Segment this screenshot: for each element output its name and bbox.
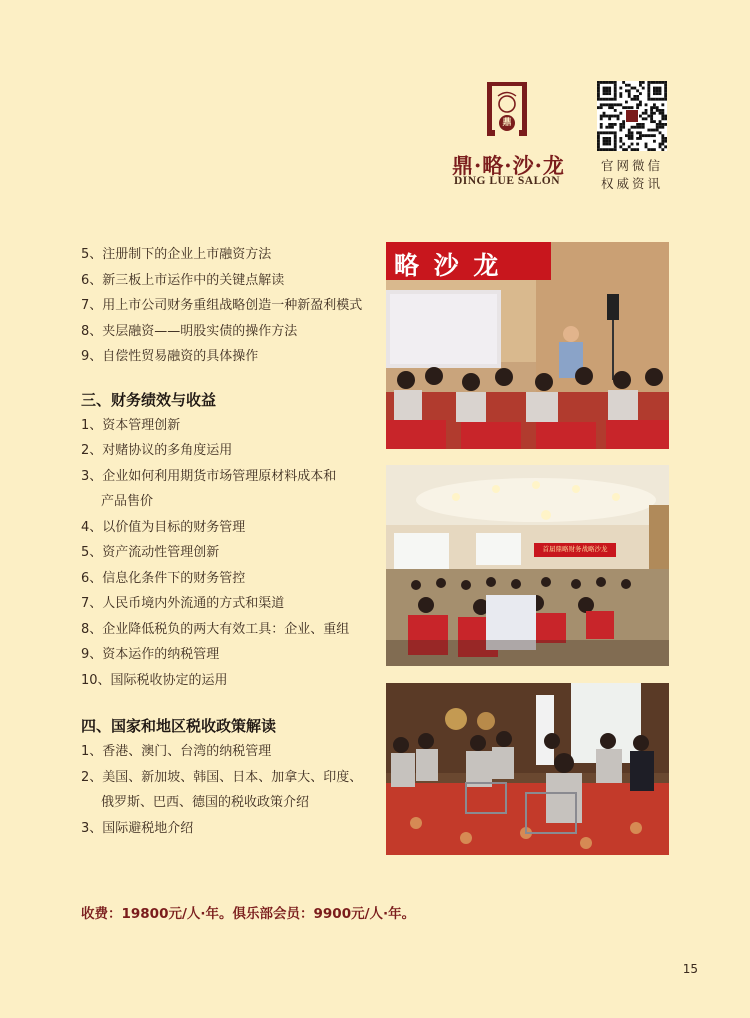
list-item: 7、用上市公司财务重组战略创造一种新盈利模式 xyxy=(81,298,363,313)
brand-name-en: DING LUE SALON xyxy=(453,175,561,187)
photo-speaker xyxy=(386,242,669,449)
photo-discussion xyxy=(386,683,669,855)
photo2-banner-text: 首届鼎略财务战略沙龙 xyxy=(542,545,608,553)
section-heading: 四、国家和地区税收政策解读 xyxy=(81,717,277,735)
list-item: 1、资本管理创新 xyxy=(81,417,181,433)
list-item: 10、国际税收协定的运用 xyxy=(81,672,228,688)
list-item: 8、企业降低税负的两大有效工具：企业、重组 xyxy=(81,621,350,637)
list-item: 俄罗斯、巴西、德国的税收政策介绍 xyxy=(101,795,310,810)
qr-caption-line1: 官网微信 xyxy=(600,158,663,173)
section-heading: 三、财务绩效与收益 xyxy=(81,390,217,409)
list-item: 1、香港、澳门、台湾的纳税管理 xyxy=(81,744,272,759)
list-item: 3、国际避税地介绍 xyxy=(81,820,194,836)
list-item: 9、自偿性贸易融资的具体操作 xyxy=(81,349,259,364)
list-item: 3、企业如何利用期货市场管理原材料成本和 xyxy=(81,468,337,484)
list-item: 5、注册制下的企业上市融资方法 xyxy=(81,247,272,262)
fee-text: 收费：19800元/人·年。俱乐部会员：9900元/人·年。 xyxy=(81,906,416,922)
qr-caption-line2: 权威资讯 xyxy=(600,176,663,191)
list-item: 产品售价 xyxy=(101,494,154,509)
photo-conference-hall xyxy=(386,465,669,666)
qr-code xyxy=(597,81,667,151)
list-item: 2、美国、新加坡、韩国、日本、加拿大、印度、 xyxy=(81,769,363,785)
list-item: 7、人民币境内外流通的方式和渠道 xyxy=(81,596,285,611)
list-item: 6、信息化条件下的财务管控 xyxy=(81,570,246,586)
brand-name-cn: 鼎·略·沙·龙 xyxy=(452,153,565,178)
seal-char: 鼎 xyxy=(502,118,512,128)
course-outline xyxy=(81,242,381,841)
list-item: 4、以价值为目标的财务管理 xyxy=(81,519,246,535)
list-item: 8、夹层融资——明股实债的操作方法 xyxy=(81,323,298,339)
photo1-banner-text: 略 沙 龙 xyxy=(394,251,502,280)
list-item: 5、资产流动性管理创新 xyxy=(81,545,220,560)
list-item: 2、对赌协议的多角度运用 xyxy=(81,443,233,458)
section-performance xyxy=(81,387,381,694)
section-financing xyxy=(81,242,381,370)
list-item: 6、新三板上市运作中的关键点解读 xyxy=(81,272,285,288)
page-number: 15 xyxy=(682,962,698,976)
ding-lue-seal-logo xyxy=(483,80,531,138)
list-item: 9、资本运作的纳税管理 xyxy=(81,647,220,662)
section-tax-policy xyxy=(81,713,381,841)
